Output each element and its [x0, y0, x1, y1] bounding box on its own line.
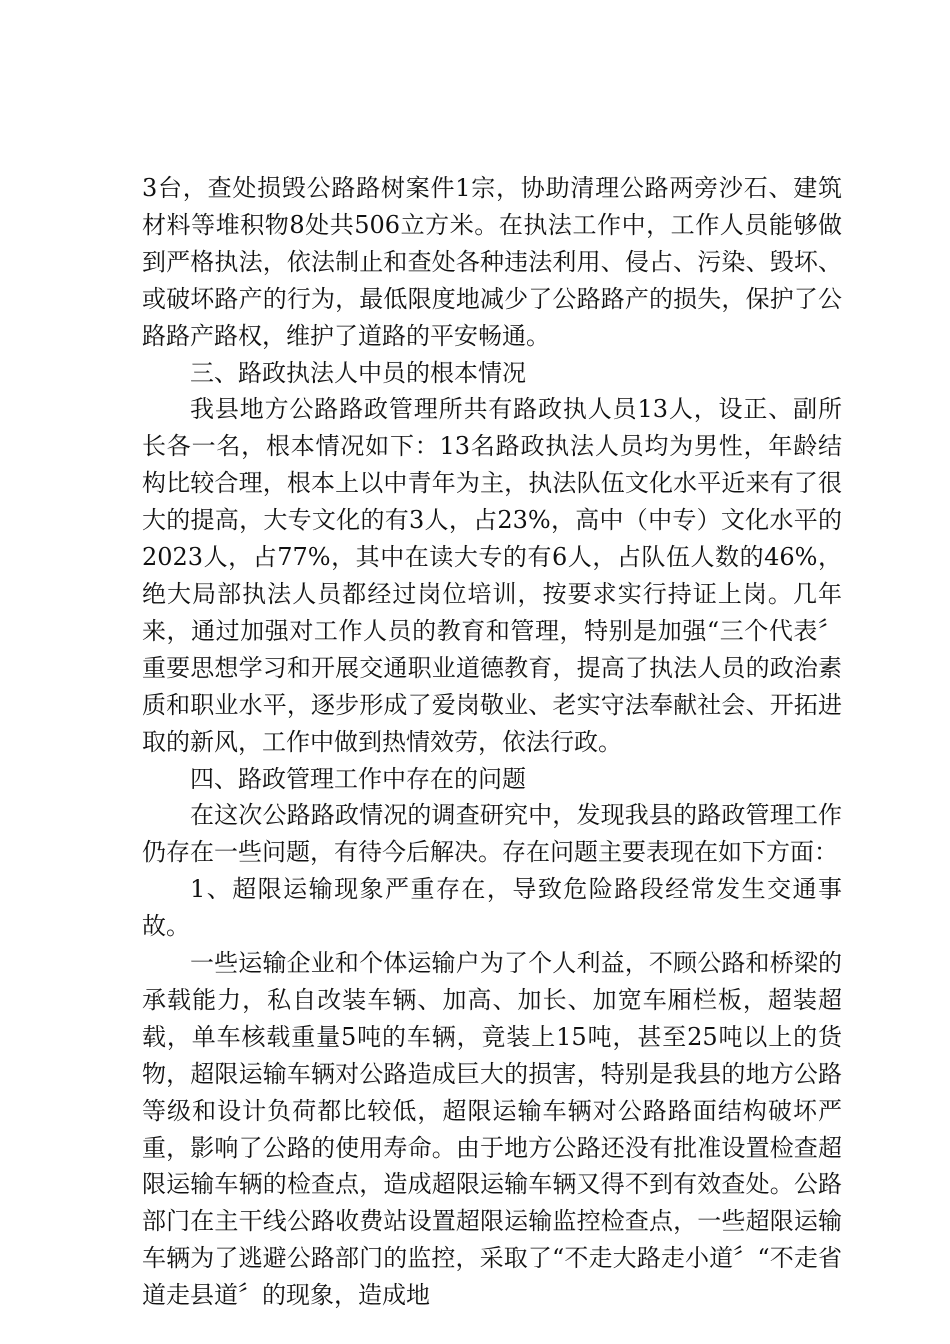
paragraph-overload-details: 一些运输企业和个体运输户为了个人利益，不顾公路和桥梁的承载能力，私自改装车辆、加高、加长、加宽车厢栏板，超装超载，单车核载重量5吨的车辆，竟装上15吨，甚至25吨以上的货物，超限运输车辆对公路造成巨大的损害，特别是我县的地方公路等级和设计负荷都比较低，超限运输车辆对公路路面结构破坏严重，影响了公路的使用寿命。由于地方公路还没有批准设置检查超限运输车辆的检查点，造成超限运输车辆又得不到有效查处。公路部门在主干线公路收费站设置超限运输监控检查点，一些超限运输车辆为了逃避公路部门的监控，采取了“不走大路走小道〞“不走省道走县道〞的现象，造成地 — [142, 949, 842, 1310]
paragraph-enforcement-results: 3台，查处损毁公路路树案件1宗，协助清理公路两旁沙石、建筑材料等堆积物8处共506立方米。在执法工作中，工作人员能够做到严格执法，依法制止和查处各种违法利用、侵占、污染、毁坏、或破坏路产的行为，最低限度地减少了公路路产的损失，保护了公路路产路权，维护了道路的平安畅通。 — [142, 174, 842, 350]
heading-section-four: 四、路政管理工作中存在的问题 — [190, 764, 526, 793]
heading-section-three: 三、路政执法人中员的根本情况 — [190, 358, 526, 387]
document-body — [142, 170, 842, 1314]
paragraph-staff-situation: 我县地方公路路政管理所共有路政执人员13人，设正、副所长各一名，根本情况如下：13名路政执法人员均为男性，年龄结构比较合理，根本上以中青年为主，执法队伍文化水平近来有了很大的提高，大专文化的有3人，占23%，高中（中专）文化水平的2023人，占77%，其中在读大专的有6人，占队伍人数的46%，绝大局部执法人员都经过岗位培训，按要求实行持证上岗。几年来，通过加强对工作人员的教育和管理，特别是加强“三个代表〞重要思想学习和开展交通职业道德教育，提高了执法人员的政治素质和职业水平，逐步形成了爱岗敬业、老实守法奉献社会、开拓进取的新风，工作中做到热情效劳，依法行政。 — [142, 395, 842, 756]
paragraph-problems-intro: 在这次公路路政情况的调查研究中，发现我县的路政管理工作仍存在一些问题，有待今后解决。存在问题主要表现在如下方面： — [142, 801, 842, 867]
subheading-overload-problem: 1、超限运输现象严重存在，导致危险路段经常发生交通事故。 — [142, 875, 842, 941]
